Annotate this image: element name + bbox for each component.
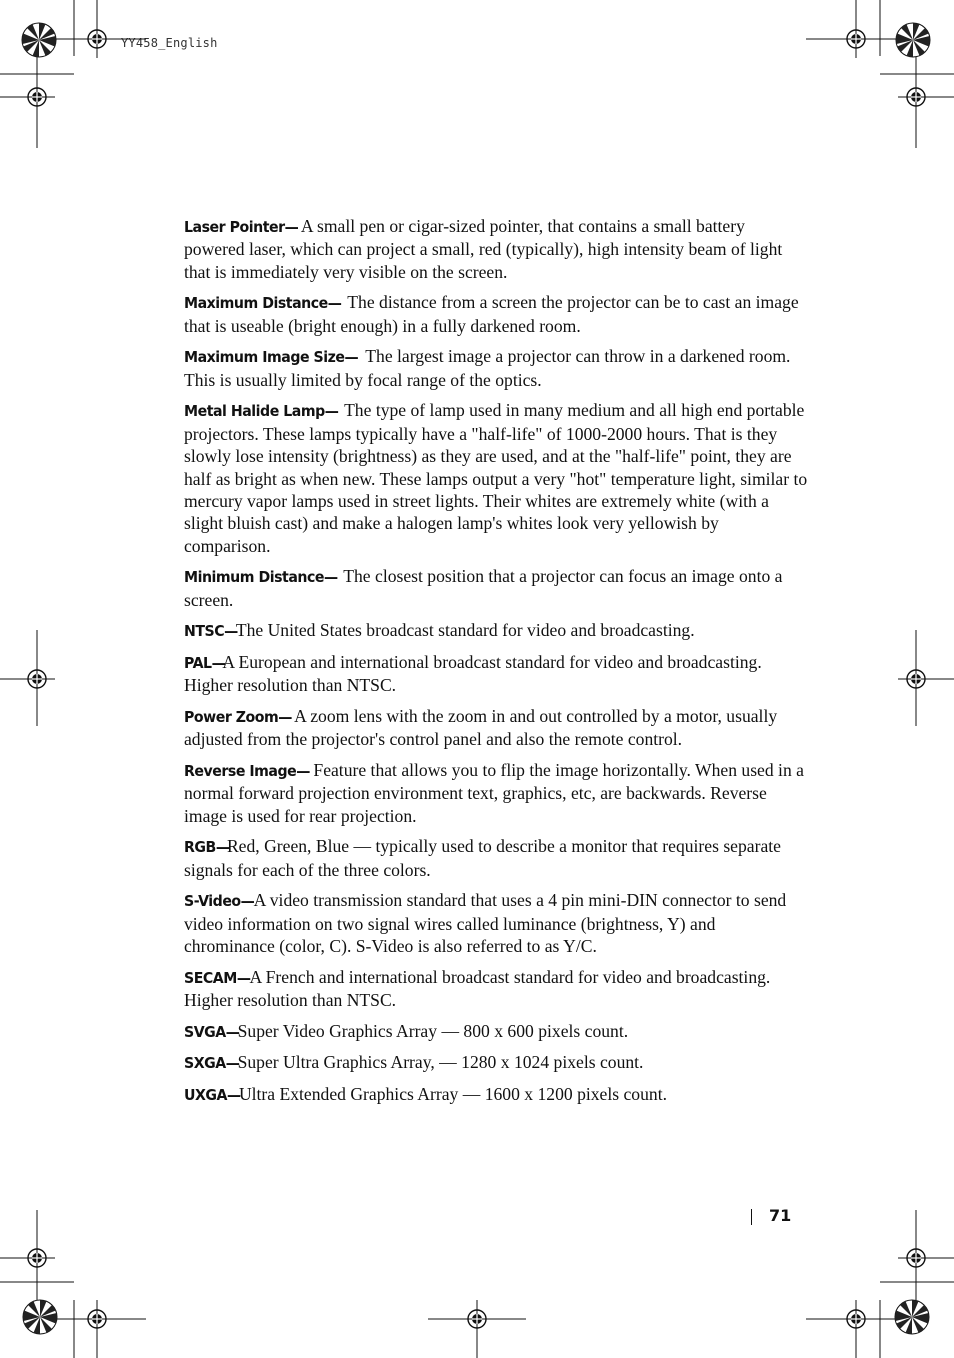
glossary-entry-uxga bbox=[184, 1083, 809, 1106]
glossary-entry-metal-halide-lamp bbox=[184, 399, 809, 557]
glossary-content bbox=[184, 215, 809, 1115]
glossary-term: SXGA— bbox=[184, 1054, 240, 1073]
glossary-term: Metal Halide Lamp— bbox=[184, 402, 339, 421]
glossary-definition: Super Video Graphics Array — 800 x 600 pixels count. bbox=[237, 1020, 629, 1041]
glossary-term: UXGA— bbox=[184, 1086, 241, 1105]
glossary-entry-s-video bbox=[184, 889, 809, 957]
footer-divider bbox=[751, 1209, 752, 1225]
glossary-definition: The type of lamp used in many medium and all high end portable projectors. These lamps typically have a "half-life" of 1000-2000 hours. That is they slowly lose intensity (brightness) as they are used, and at the "half-life" point, they are half as bright as when new. These lamps output a very "hot" temperature light, similar to mercury vapor lamps used in street lights. Their whites are extremely white (with a slight bluish cast) and make a halogen lamp's whites look very yellowish by comparison. bbox=[184, 400, 808, 556]
glossary-term: Maximum Distance— bbox=[184, 294, 342, 313]
glossary-entry-rgb bbox=[184, 835, 809, 881]
glossary-term: NTSC— bbox=[184, 622, 238, 641]
glossary-entry-minimum-distance bbox=[184, 565, 809, 611]
glossary-term: SECAM— bbox=[184, 968, 251, 987]
glossary-definition: A European and international broadcast standard for video and broadcasting. Higher resolution than NTSC. bbox=[184, 652, 762, 696]
glossary-entry-sxga bbox=[184, 1051, 809, 1074]
glossary-term: Reverse Image— bbox=[184, 762, 310, 781]
glossary-entry-secam bbox=[184, 966, 809, 1012]
print-slug: YY458_English bbox=[121, 36, 218, 50]
glossary-term: PAL— bbox=[184, 654, 226, 673]
page-number: 71 bbox=[769, 1206, 792, 1225]
glossary-definition: A zoom lens with the zoom in and out controlled by a motor, usually adjusted from the projector's control panel and also the remote control. bbox=[184, 706, 778, 750]
glossary-definition: Red, Green, Blue — typically used to describe a monitor that requires separate signals for each of the three colors. bbox=[184, 836, 781, 880]
glossary-term: Laser Pointer— bbox=[184, 218, 299, 236]
glossary-definition: A French and international broadcast standard for video and broadcasting. Higher resolution than NTSC. bbox=[184, 966, 771, 1011]
glossary-definition: The United States broadcast standard for video and broadcasting. bbox=[235, 620, 695, 641]
glossary-term: RGB— bbox=[184, 838, 230, 857]
glossary-term: SVGA— bbox=[184, 1022, 240, 1041]
glossary-definition: The largest image a projector can throw in a darkened room. This is usually limited by focal range of the optics. bbox=[184, 346, 791, 390]
glossary-definition: A video transmission standard that uses a 4 pin mini-DIN connector to send video information on two signal wires called luminance (brightness, Y) and chrominance (color, C). S-Video is also referred to as Y/C. bbox=[184, 890, 787, 957]
glossary-definition: Super Ultra Graphics Array, — 1280 x 1024 pixels count. bbox=[237, 1052, 644, 1073]
glossary-term: Maximum Image Size— bbox=[184, 348, 359, 367]
glossary-entry-power-zoom bbox=[184, 705, 809, 751]
glossary-entry-maximum-distance bbox=[184, 291, 809, 337]
glossary-entry-ntsc bbox=[184, 619, 809, 642]
glossary-term: S-Video— bbox=[184, 892, 255, 911]
glossary-definition: The closest position that a projector can focus an image onto a screen. bbox=[184, 566, 783, 610]
glossary-definition: Ultra Extended Graphics Array — 1600 x 1200 pixels count. bbox=[238, 1084, 667, 1105]
glossary-definition: A small pen or cigar-sized pointer, that contains a small battery powered laser, which can project a small, red (typically), high intensity beam of light that is immediately very visible on the screen. bbox=[184, 216, 783, 282]
glossary-entry-reverse-image bbox=[184, 759, 809, 827]
glossary-entry-maximum-image-size bbox=[184, 345, 809, 391]
glossary-definition: The distance from a screen the projector can be to cast an image that is useable (bright enough) in a fully darkened room. bbox=[184, 292, 799, 336]
glossary-term: Power Zoom— bbox=[184, 708, 292, 727]
glossary-term: Minimum Distance— bbox=[184, 568, 338, 587]
glossary-definition: Feature that allows you to flip the image horizontally. When used in a normal forward projection environment text, graphics, etc, are backwards. Reverse image is used for rear projection. bbox=[184, 760, 804, 826]
glossary-entry-laser-pointer bbox=[184, 215, 809, 283]
glossary-entry-pal bbox=[184, 651, 809, 697]
glossary-entry-svga bbox=[184, 1020, 809, 1043]
